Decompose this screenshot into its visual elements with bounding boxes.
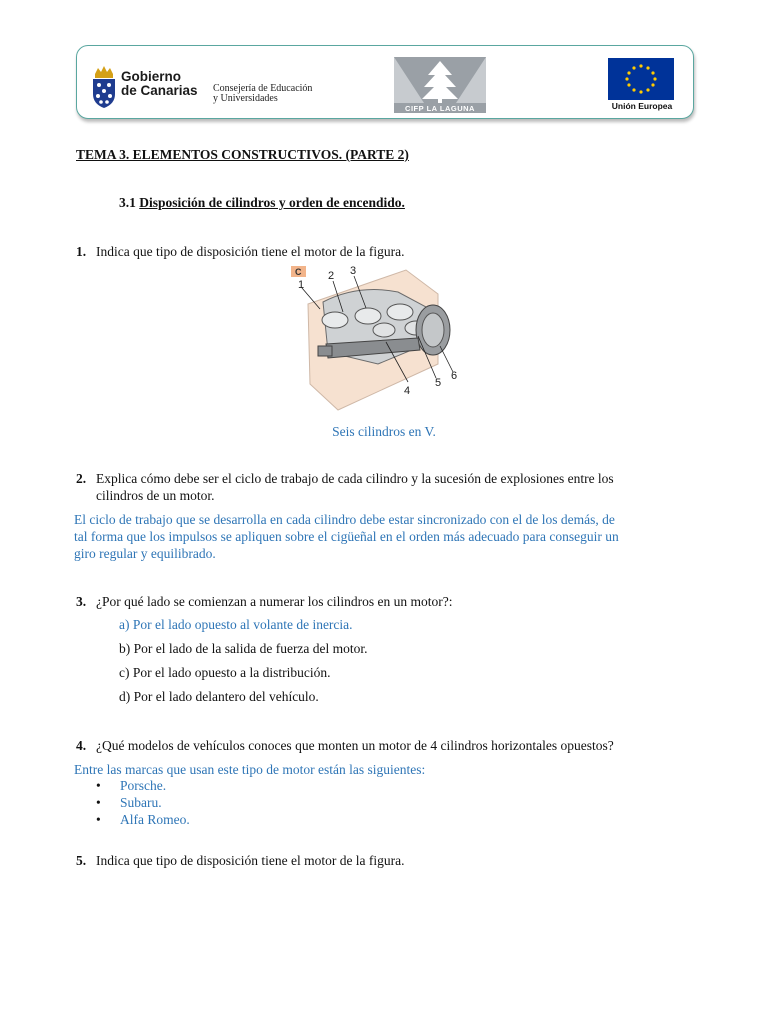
question-number: 5. bbox=[76, 853, 87, 868]
figure-label-1: 1 bbox=[298, 279, 305, 291]
answer-2-line1: El ciclo de trabajo que se desarrolla en cada cilindro debe estar sincronizado con el de los demás, de bbox=[74, 512, 615, 527]
gobierno-line1: Gobierno bbox=[121, 69, 181, 84]
bullet-icon: • bbox=[96, 778, 101, 793]
figure-label-2: 2 bbox=[328, 270, 335, 282]
gobierno-canarias-logo-text bbox=[121, 70, 198, 98]
question-2 bbox=[76, 470, 706, 504]
option-d: d) Por el lado delantero del vehículo. bbox=[119, 689, 319, 704]
answer-2 bbox=[74, 511, 704, 562]
answer-4: Entre las marcas que usan este tipo de motor están las siguientes: bbox=[74, 762, 426, 777]
bullet-icon: • bbox=[96, 812, 101, 827]
cifp-label: CIFP LA LAGUNA bbox=[405, 104, 475, 113]
question-number: 4. bbox=[76, 738, 87, 753]
question-4 bbox=[76, 737, 736, 754]
question-text-line1: Explica cómo debe ser el ciclo de trabajo de cada cilindro y la sucesión de explosiones entre los bbox=[96, 471, 614, 486]
consejeria-line2: y Universidades bbox=[213, 93, 278, 104]
question-text-line2: cilindros de un motor. bbox=[96, 488, 215, 503]
brand-name: Porsche. bbox=[120, 778, 167, 793]
list-item bbox=[96, 795, 162, 811]
consejeria-text bbox=[213, 84, 312, 104]
section-heading bbox=[119, 195, 405, 211]
section-title: Disposición de cilindros y orden de encendido. bbox=[139, 195, 405, 210]
consejeria-line1: Consejería de Educación bbox=[213, 83, 313, 94]
option-c: c) Por el lado opuesto a la distribución. bbox=[119, 665, 331, 680]
section-number: 3.1 bbox=[119, 195, 136, 210]
gobierno-canarias-crest-icon bbox=[90, 64, 118, 110]
question-number: 1. bbox=[76, 244, 87, 259]
v6-engine-figure bbox=[288, 264, 464, 414]
question-text: ¿Qué modelos de vehículos conoces que monten un motor de 4 cilindros horizontales opuestos? bbox=[96, 738, 614, 753]
bullet-icon: • bbox=[96, 795, 101, 810]
figure-label-c: C bbox=[295, 267, 302, 277]
question-number: 3. bbox=[76, 594, 87, 609]
list-item bbox=[96, 778, 166, 794]
answer-2-line2: tal forma que los impulsos se apliquen sobre el cigüeñal en el orden más adecuado para conseguir un bbox=[74, 529, 619, 544]
option-b: b) Por el lado de la salida de fuerza del motor. bbox=[119, 641, 368, 656]
brand-name: Alfa Romeo. bbox=[120, 812, 190, 827]
figure-label-4: 4 bbox=[404, 385, 411, 397]
question-1 bbox=[76, 243, 716, 260]
question-number: 2. bbox=[76, 471, 87, 486]
gobierno-line2: de Canarias bbox=[121, 83, 198, 98]
answer-2-line3: giro regular y equilibrado. bbox=[74, 546, 216, 561]
figure-label-6: 6 bbox=[451, 370, 458, 382]
figure-label-5: 5 bbox=[435, 377, 442, 389]
question-text: Indica que tipo de disposición tiene el motor de la figura. bbox=[96, 853, 405, 868]
question-3 bbox=[76, 593, 706, 610]
question-text: Indica que tipo de disposición tiene el motor de la figura. bbox=[96, 244, 405, 259]
option-a: a) Por el lado opuesto al volante de inercia. bbox=[119, 617, 353, 632]
eu-label: Unión Europea bbox=[611, 101, 673, 111]
answer-1: Seis cilindros en V. bbox=[332, 424, 436, 439]
question-text: ¿Por qué lado se comienzan a numerar los cilindros en un motor?: bbox=[96, 594, 453, 609]
figure-label-3: 3 bbox=[350, 265, 357, 277]
question-5 bbox=[76, 852, 706, 869]
list-item bbox=[96, 812, 190, 828]
eu-flag-icon bbox=[608, 58, 674, 100]
brand-name: Subaru. bbox=[120, 795, 162, 810]
page-title: TEMA 3. ELEMENTOS CONSTRUCTIVOS. (PARTE 2) bbox=[76, 147, 409, 162]
